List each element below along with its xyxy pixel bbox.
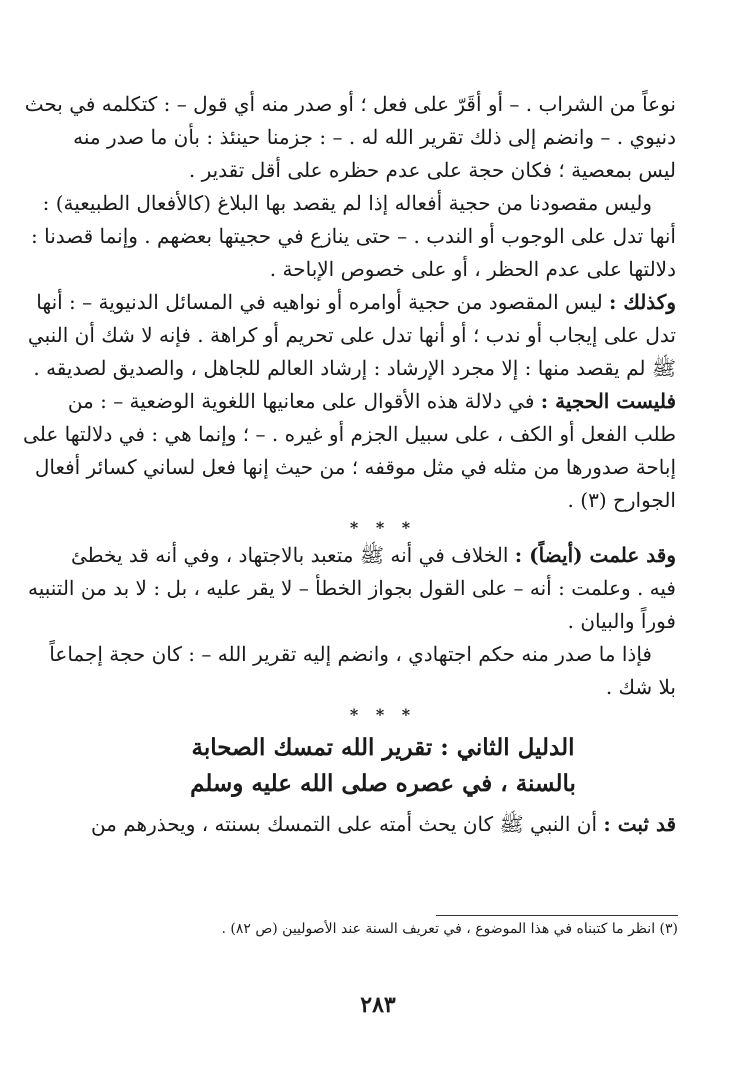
- footnote: (٣) انظر ما كتبناه في هذا الموضوع ، في تعريف السنة عند الأصوليين (ص ٨٢) .: [221, 921, 678, 937]
- page-body: [23, 88, 676, 841]
- text-line: [70, 539, 676, 572]
- footnote-divider: [436, 915, 678, 916]
- paragraph-lead: فليست الحجية :: [540, 389, 676, 413]
- text-line: وليس مقصودنا من حجية أفعاله إذا لم يقصد بها البلاغ (كالأفعال الطبيعية) :: [42, 191, 652, 215]
- section-separator: * * *: [349, 518, 417, 537]
- text-line: الجوارح (٣) .: [567, 488, 676, 512]
- text-line: تدل على إيجاب أو ندب ؛ أو أنها تدل على تحريم أو كراهة . فإنه لا شك أن النبي: [27, 323, 676, 347]
- text-line: دنيوي . – وانضم إلى ذلك تقرير الله له . – : جزمنا حينئذ : بأن ما صدر منه: [73, 125, 676, 149]
- section-heading: [90, 730, 676, 802]
- text-line: فوراً والبيان .: [567, 609, 676, 633]
- text-run: أن النبي ﷺ كان يحث أمته على التمسك بسنته ، ويحذرهم من: [90, 812, 604, 836]
- text-line: فإذا ما صدر منه حكم اجتهادي ، وانضم إليه تقرير الله – : كان حجة إجماعاً: [49, 642, 652, 666]
- text-line: [36, 286, 676, 319]
- text-line: ليس بمعصية ؛ فكان حجة على عدم حظره على أقل تقدير .: [188, 158, 676, 182]
- section-separator: * * *: [349, 705, 417, 724]
- text-line: دلالتها على عدم الحظر ، أو على خصوص الإباحة .: [269, 257, 676, 281]
- text-run: الخلاف في أنه ﷺ متعبد بالاجتهاد ، وفي أنه قد يخطئ: [70, 543, 515, 567]
- heading-line-1: الدليل الثاني : تقرير الله تمسك الصحابة: [191, 734, 575, 761]
- paragraph-2: [31, 187, 676, 286]
- text-line: نوعاً من الشراب . – أو أقَرّ على فعل ؛ أو صدر منه أي قول – : كتكلمه في بحث: [24, 92, 676, 116]
- page-number: ٢٨٣: [360, 992, 396, 1018]
- text-line: أنها تدل على الوجوب أو الندب . – حتى ينازع في حجيتها بعضهم . وإنما قصدنا :: [31, 224, 676, 248]
- paragraph-lead: قد ثبت :: [603, 812, 676, 836]
- paragraph-lead: وقد علمت (أيضاً) :: [514, 543, 676, 567]
- paragraph-4: [23, 385, 676, 517]
- paragraph-6: [49, 638, 676, 704]
- text-line: إباحة صدورها من مثله في مثل موقفه ؛ من حيث إنها فعل لساني كسائر أفعال: [34, 455, 676, 479]
- paragraph-7: [90, 808, 676, 841]
- text-line: فيه . وعلمت : أنه – على القول بجواز الخطأ – لا يقر عليه ، بل : لا بد من التنبيه: [27, 576, 676, 600]
- paragraph-3: [27, 286, 676, 385]
- text-run: في دلالة هذه الأقوال على معانيها اللغوية الوضعية – : من: [67, 389, 541, 413]
- paragraph-lead: وكذلك :: [609, 290, 676, 314]
- text-run: ليس المقصود من حجية أوامره أو نواهيه في المسائل الدنيوية – : أنها: [36, 290, 610, 314]
- text-line: [67, 385, 676, 418]
- paragraph-1: [24, 88, 676, 187]
- heading-line-2: بالسنة ، في عصره صلى الله عليه وسلم: [190, 770, 576, 797]
- text-line: ﷺ لم يقصد منها : إلا مجرد الإرشاد : إرشاد العالم للجاهل ، والصديق لصديقه .: [33, 356, 676, 380]
- text-line: [90, 808, 676, 841]
- paragraph-5: [27, 539, 676, 638]
- text-line: طلب الفعل أو الكف ، على سبيل الجزم أو غيره . – ؛ وإنما هي : في دلالتها على: [23, 422, 676, 446]
- text-line: بلا شك .: [605, 675, 676, 699]
